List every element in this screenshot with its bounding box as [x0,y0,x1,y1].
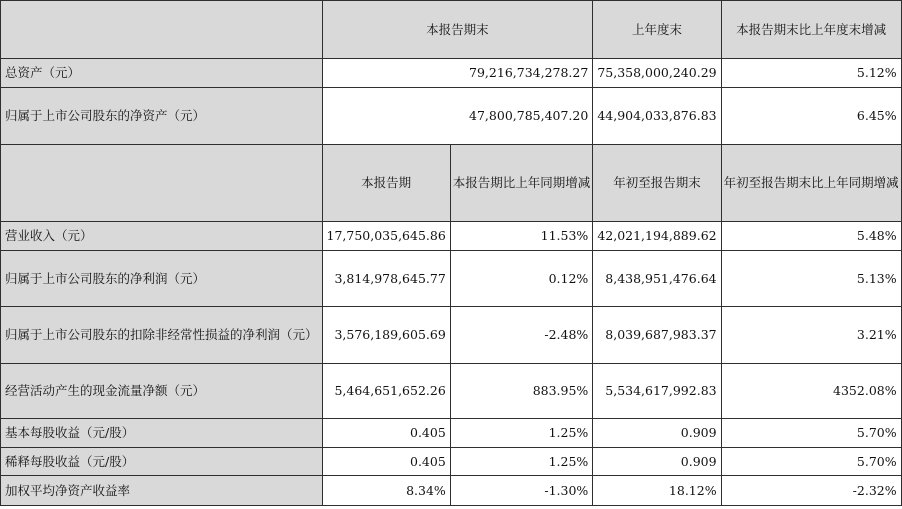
value-cell: 8,438,951,476.64 [593,251,721,307]
top-header-row [1,1,902,59]
row-label: 稀释每股收益（元/股） [1,448,323,476]
value-cell: 5,534,617,992.83 [593,364,721,419]
row-label: 营业收入（元） [1,222,323,251]
value-cell: 8.34% [322,476,450,506]
value-cell: 3,576,189,605.69 [322,307,450,364]
change-cell: 5.13% [721,251,901,307]
bottom-header-blank [1,145,323,222]
change-cell: -2.48% [450,307,593,364]
row-label: 加权平均净资产收益率 [1,476,323,506]
change-cell: 6.45% [721,88,901,145]
header-period: 本报告期 [322,145,450,222]
table-row [1,448,902,476]
bottom-header-row [1,145,902,222]
row-label: 总资产（元） [1,59,323,88]
change-cell: 4352.08% [721,364,901,419]
value-cell: 0.405 [322,448,450,476]
header-period-change: 本报告期比上年同期增减 [450,145,593,222]
row-label: 经营活动产生的现金流量净额（元） [1,364,323,419]
table-row [1,307,902,364]
value-cell: 8,039,687,983.37 [593,307,721,364]
table-row [1,59,902,88]
change-cell: 11.53% [450,222,593,251]
table-row [1,476,902,506]
table-row [1,222,902,251]
header-ytd-change: 年初至报告期末比上年同期增减 [721,145,901,222]
change-cell: 1.25% [450,419,593,448]
value-cell: 44,904,033,876.83 [593,88,721,145]
value-cell: 0.405 [322,419,450,448]
change-cell: -2.32% [721,476,901,506]
change-cell: 3.21% [721,307,901,364]
change-cell: 5.48% [721,222,901,251]
value-cell: 42,021,194,889.62 [593,222,721,251]
value-cell: 0.909 [593,448,721,476]
top-header-blank [1,1,323,59]
change-cell: 5.70% [721,419,901,448]
header-period-end: 本报告期末 [322,1,593,59]
value-cell: 3,814,978,645.77 [322,251,450,307]
change-cell: 883.95% [450,364,593,419]
row-label: 归属于上市公司股东的扣除非经常性损益的净利润（元） [1,307,323,364]
header-prev-year-end: 上年度末 [593,1,721,59]
table-row [1,251,902,307]
table-row [1,419,902,448]
change-cell: 1.25% [450,448,593,476]
value-cell: 47,800,785,407.20 [322,88,593,145]
table-row [1,364,902,419]
change-cell: -1.30% [450,476,593,506]
value-cell: 79,216,734,278.27 [322,59,593,88]
value-cell: 18.12% [593,476,721,506]
change-cell: 5.12% [721,59,901,88]
value-cell: 75,358,000,240.29 [593,59,721,88]
value-cell: 17,750,035,645.86 [322,222,450,251]
row-label: 归属于上市公司股东的净利润（元） [1,251,323,307]
change-cell: 5.70% [721,448,901,476]
value-cell: 0.909 [593,419,721,448]
change-cell: 0.12% [450,251,593,307]
table-row [1,88,902,145]
row-label: 归属于上市公司股东的净资产（元） [1,88,323,145]
value-cell: 5,464,651,652.26 [322,364,450,419]
row-label: 基本每股收益（元/股） [1,419,323,448]
header-ytd: 年初至报告期末 [593,145,721,222]
header-period-end-change: 本报告期末比上年度末增减 [721,1,901,59]
